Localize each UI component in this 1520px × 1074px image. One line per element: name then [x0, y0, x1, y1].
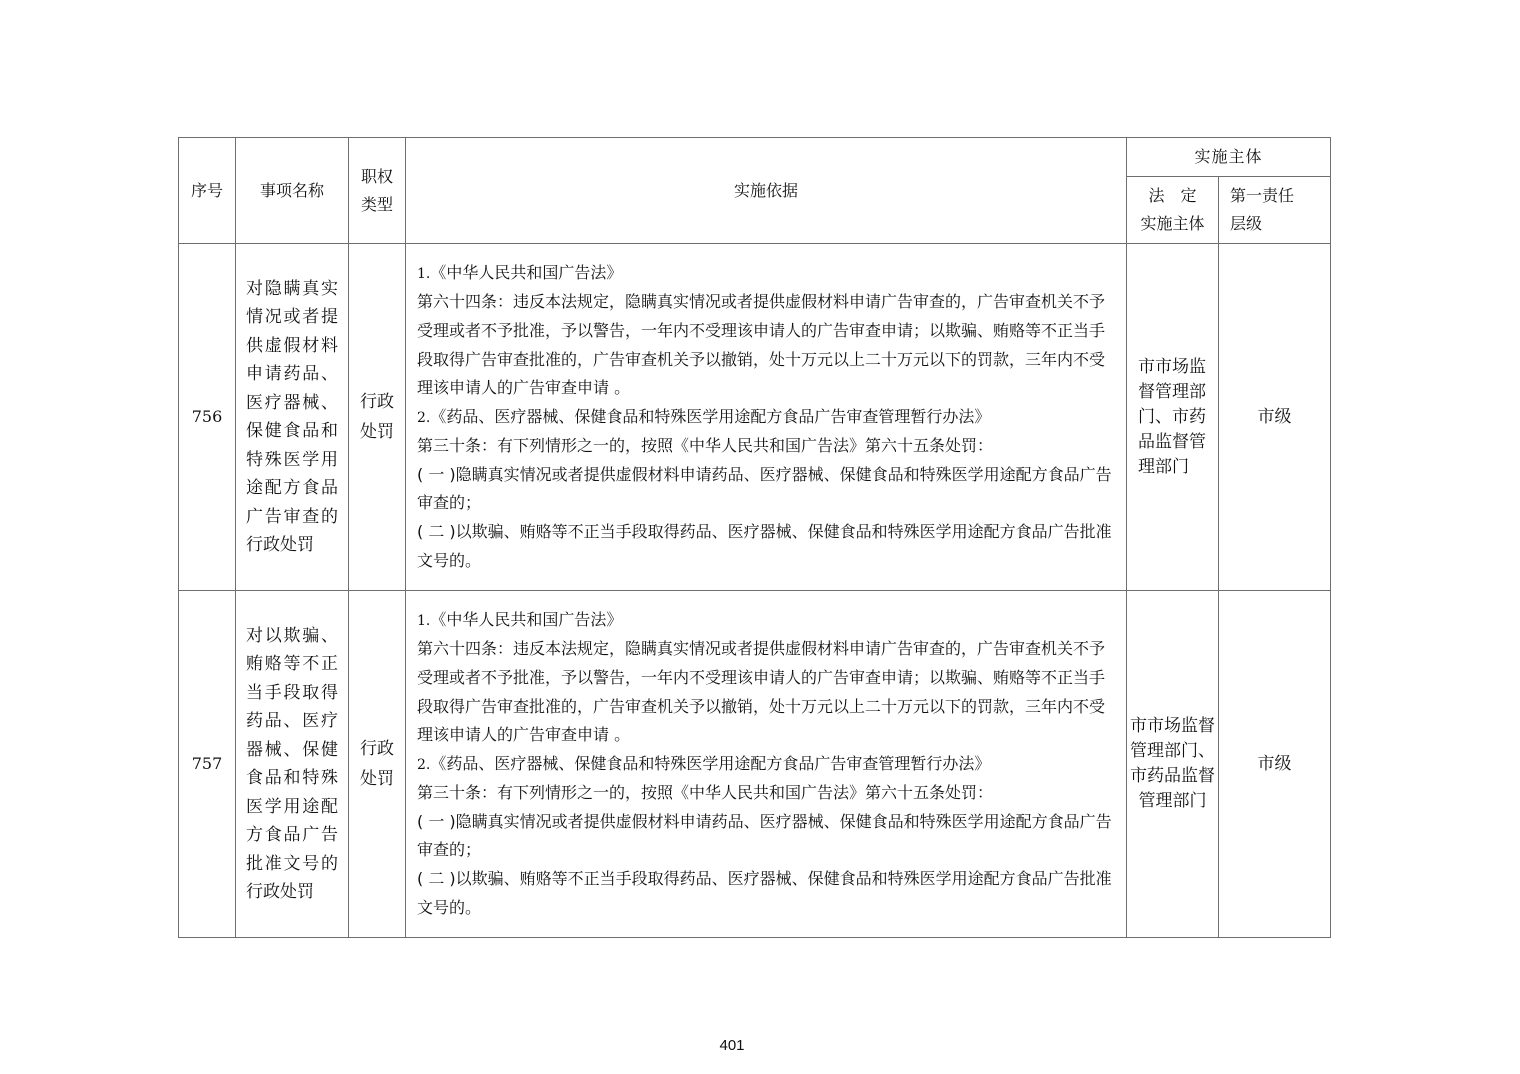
- basis-item-2: ( 二 )以欺骗、贿赂等不正当手段取得药品、医疗器械、保健食品和特殊医学用途配方食品广告批准文号的。: [417, 869, 1112, 917]
- row-basis: [406, 591, 1127, 938]
- page-number: 401: [719, 1037, 745, 1054]
- table-header-row: [179, 138, 1331, 177]
- row-item-name: 对以欺骗、贿赂等不正当手段取得药品、医疗器械、保健食品和特殊医学用途配方食品广告批准文号的行政处罚: [236, 591, 349, 938]
- row-authority-type-text: 行政 处罚: [360, 392, 394, 442]
- responsibility-table: [178, 137, 1331, 938]
- header-legal-entity-text: 法 定 实施主体: [1140, 186, 1205, 233]
- basis-law-2-title: [417, 750, 1118, 780]
- header-item-name: 事项名称: [236, 138, 349, 244]
- table-row: [179, 244, 1331, 591]
- header-seq: 序号: [179, 138, 236, 244]
- basis-law-1-number: 1.: [417, 612, 431, 629]
- basis-law-2-title: [417, 403, 1118, 433]
- basis-law-2-text: 第三十条：有下列情形之一的，按照《中华人民共和国广告法》第六十五条处罚：: [417, 783, 994, 803]
- row-first-level: 市级: [1219, 591, 1331, 938]
- basis-item-1: ( 一 )隐瞒真实情况或者提供虚假材料申请药品、医疗器械、保健食品和特殊医学用途配方食品广告审查的；: [417, 464, 1112, 513]
- header-first-level: [1219, 177, 1331, 244]
- basis-law-2-name: 《药品、医疗器械、保健食品和特殊医学用途配方食品广告审查管理暂行办法》: [430, 753, 991, 773]
- basis-law-1-name: 《中华人民共和国广告法》: [430, 262, 623, 282]
- header-authority-type-text: 职权 类型: [360, 166, 393, 214]
- table-row: [179, 591, 1331, 938]
- basis-law-1-title: [417, 606, 1118, 636]
- basis-item-1: ( 一 )隐瞒真实情况或者提供虚假材料申请药品、医疗器械、保健食品和特殊医学用途配方食品广告审查的；: [417, 811, 1112, 860]
- row-legal-entity: 市市场监督管理部门、市药品监督管理部门: [1127, 591, 1219, 938]
- basis-item-2: ( 二 )以欺骗、贿赂等不正当手段取得药品、医疗器械、保健食品和特殊医学用途配方食品广告批准文号的。: [417, 522, 1112, 570]
- basis-law-1-title: [417, 259, 1118, 289]
- row-seq: 756: [179, 244, 236, 591]
- header-authority-type: [349, 138, 406, 244]
- row-seq: 757: [179, 591, 236, 938]
- row-authority-type: [349, 591, 406, 938]
- basis-law-1-text: 第六十四条：违反本法规定，隐瞒真实情况或者提供虚假材料申请广告审查的，广告审查机关不予受理或者不予批准，予以警告，一年内不受理该申请人的广告审查申请；以欺骗、贿赂等不正当手段取得广告审查批准的，广告审查机关予以撤销，处十万元以上二十万元以下的罚款，三年内不受理该申请人的广告审查申请 。: [417, 639, 1106, 745]
- basis-law-2-text: 第三十条：有下列情形之一的，按照《中华人民共和国广告法》第六十五条处罚：: [417, 436, 994, 456]
- header-first-level-text: 第一责任 层级: [1230, 186, 1295, 233]
- basis-law-1-text: 第六十四条：违反本法规定，隐瞒真实情况或者提供虚假材料申请广告审查的，广告审查机关不予受理或者不予批准，予以警告，一年内不受理该申请人的广告审查申请；以欺骗、贿赂等不正当手段取得广告审查批准的，广告审查机关予以撤销，处十万元以上二十万元以下的罚款，三年内不受理该申请人的广告审查申请 。: [417, 292, 1106, 398]
- basis-law-2-name: 《药品、医疗器械、保健食品和特殊医学用途配方食品广告审查管理暂行办法》: [430, 406, 991, 426]
- header-implementing-body: 实施主体: [1127, 138, 1331, 177]
- row-authority-type: [349, 244, 406, 591]
- row-authority-type-text: 行政 处罚: [360, 739, 394, 789]
- header-legal-entity: [1127, 177, 1219, 244]
- row-basis: [406, 244, 1127, 591]
- basis-law-1-name: 《中华人民共和国广告法》: [430, 609, 623, 629]
- basis-law-2-number: 2.: [417, 756, 431, 773]
- basis-law-1-number: 1.: [417, 265, 431, 282]
- basis-law-2-number: 2.: [417, 409, 431, 426]
- row-first-level: 市级: [1219, 244, 1331, 591]
- header-basis: 实施依据: [406, 138, 1127, 244]
- row-legal-entity: 市市场监督管理部门、市药品监督管理部门: [1127, 244, 1219, 591]
- row-item-name: 对隐瞒真实情况或者提供虚假材料申请药品、医疗器械、保健食品和特殊医学用途配方食品广告审查的行政处罚: [236, 244, 349, 591]
